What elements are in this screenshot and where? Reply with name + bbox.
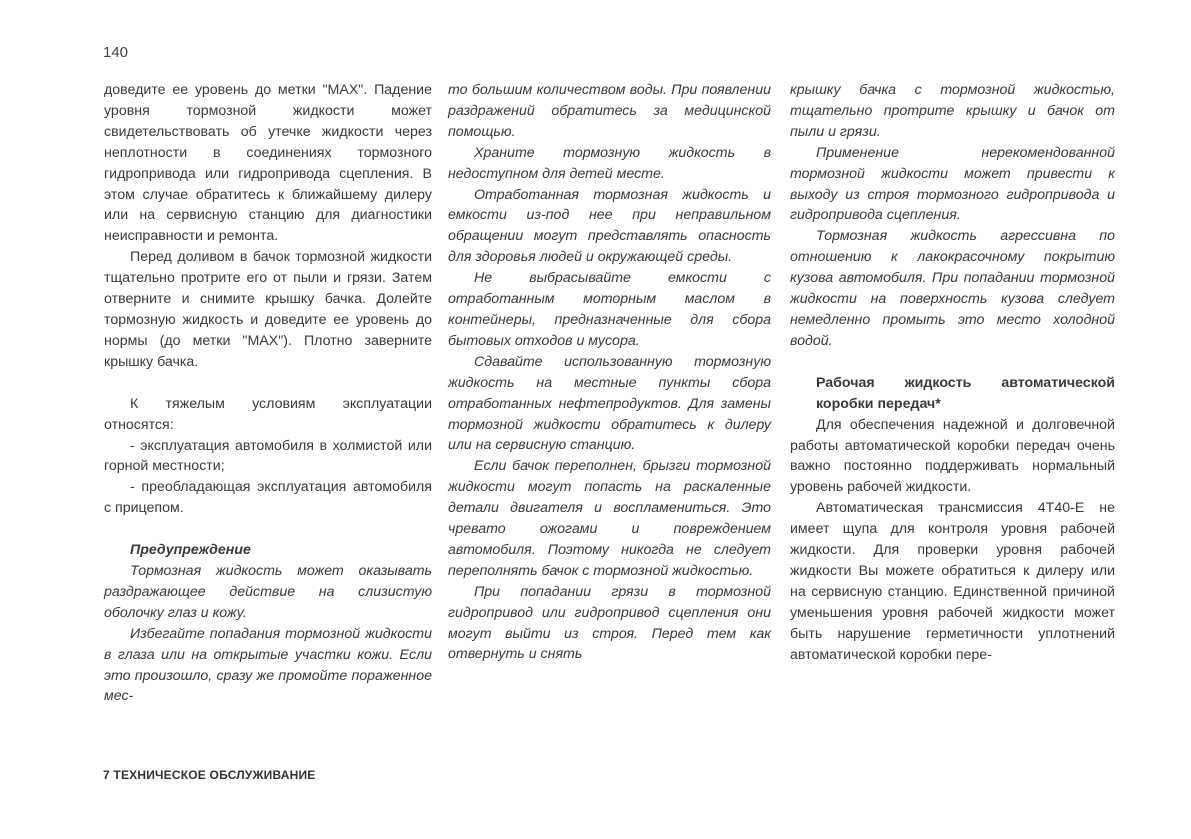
list-item: - эксплуатация автомобиля в холмистой или горной местности; — [104, 437, 432, 475]
paragraph: К тяжелым условиям эксплуатации относятся: — [104, 395, 432, 433]
paragraph: Отработанная тормозная жидкость и емкости из-под нее при неправильном обращении могут представлять опасность для здоровья людей и окружающей среды. — [448, 186, 771, 266]
paragraph: Перед доливом в бачок тормозной жидкости тщательно протрите его от пыли и грязи. Затем отверните и снимите крышку бачка. Долейте тормозную жидкость и доведите ее уровень до нормы (до метки "MAX"). Плотно заверните крышку бачка. — [104, 249, 432, 370]
warning-heading: Предупреждение — [130, 542, 251, 559]
paragraph: Тормозная жидкость агрессивна по отношению к лакокрасочному покрытию кузова автомобиля. При попадании тормозной жидкости на поверхность кузова следует немедленно промыть это место холодной водой. — [790, 228, 1115, 349]
paragraph: Сдавайте использованную тормозную жидкость на местные пункты сбора отработанных нефтепродуктов. Для замены тормозной жидкости обратитесь к дилеру или на сервисную станцию. — [448, 353, 771, 454]
paragraph: то большим количеством воды. При появлении раздражений обратитесь за медицинской помощью. — [448, 82, 771, 140]
paragraph: Храните тормозную жидкость в недоступном для детей месте. — [448, 144, 771, 182]
paragraph: Автоматическая трансмиссия 4Т40-Е не имеет щупа для контроля уровня рабочей жидкости. Для проверки уровня рабочей жидкости Вы можете обратиться к дилеру или на сервисную станцию. Единственной причиной уменьшения уровня рабочей жидкости может быть нарушение герметичности уплотнений автоматической коробки пере- — [790, 500, 1115, 663]
section-footer: 7 ТЕХНИЧЕСКОЕ ОБСЛУЖИВАНИЕ — [103, 768, 316, 782]
paragraph: Если бачок переполнен, брызги тормозной жидкости могут попасть на раскаленные детали двигателя и воспламениться. Это чревато ожогами и повреждением автомобиля. Поэтому никогда не следует переполнять бачок с тормозной жидкостью. — [448, 458, 771, 579]
paragraph: Для обеспечения надежной и долговечной работы автоматической коробки передач очень важно постоянно поддерживать нормальный уровень рабочей жидкости. — [790, 416, 1115, 496]
warning-paragraph: Тормозная жидкость может оказывать раздражающее действие на слизистую оболочку глаз и кожу. — [104, 563, 432, 621]
paragraph: доведите ее уровень до метки "MAX". Падение уровня тормозной жидкости может свидетельствовать об утечке жидкости через неплотности в соединениях тормозного гидропривода или гидропривода сцепления. В этом случае обратитесь к ближайшему дилеру или на сервисную станцию для диагностики неисправности и ремонта. — [104, 82, 432, 245]
list-item: - преобладающая эксплуатация автомобиля с прицепом. — [104, 479, 432, 517]
page-number: 140 — [103, 44, 129, 61]
column-3 — [790, 80, 1115, 665]
paragraph: При попадании грязи в тормозной гидропривод или гидропривод сцепления они могут выйти из строя. Перед тем как отвернуть и снять — [448, 583, 771, 663]
column-2 — [448, 80, 771, 665]
paragraph: крышку бачка с тормозной жидкостью, тщательно протрите крышку и бачок от пыли и грязи. — [790, 82, 1115, 140]
paragraph: Не выбрасывайте емкости с отработанным моторным маслом в контейнеры, предназначенные для сбора бытовых отходов и мусора. — [448, 270, 771, 349]
paragraph: Применение нерекомендованной тормозной жидкости может привести к выходу из строя тормозного гидропривода и гидропривода сцепления. — [790, 144, 1115, 224]
warning-paragraph: Избегайте попадания тормозной жидкости в глаза или на открытые участки кожи. Если это произошло, сразу же промойте пораженное мес- — [104, 625, 432, 705]
column-1 — [104, 80, 432, 707]
section-heading: Рабочая жидкость автоматической коробки передач* — [816, 374, 1115, 412]
